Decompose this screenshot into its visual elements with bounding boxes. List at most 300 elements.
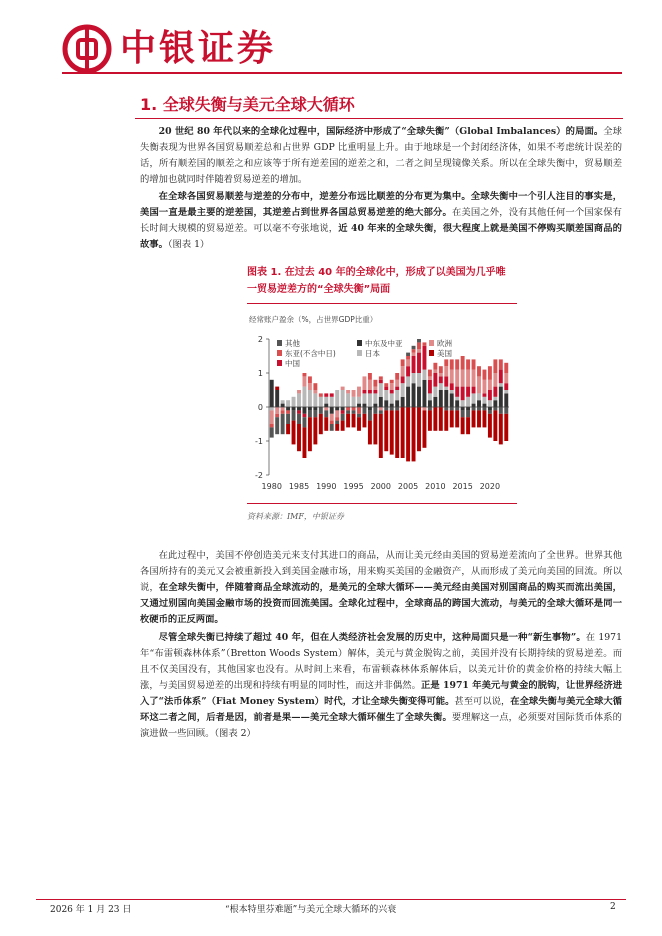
- bar-segment: [455, 359, 459, 369]
- bar-segment: [433, 407, 437, 431]
- bar-segment: [390, 383, 394, 390]
- bar-segment: [308, 376, 312, 383]
- bar-segment: [319, 393, 323, 396]
- x-tick-label: 1990: [316, 482, 337, 491]
- bar-segment: [428, 376, 432, 379]
- bar-segment: [286, 424, 290, 434]
- bar-segment: [433, 370, 437, 373]
- bar-segment: [406, 366, 410, 376]
- bar-segment: [324, 404, 328, 407]
- bar-segment: [493, 397, 497, 400]
- bar-segment: [412, 407, 416, 461]
- bar-segment: [477, 410, 481, 427]
- bar-segment: [455, 370, 459, 387]
- y-axis: [255, 335, 269, 480]
- bar-segment: [368, 390, 372, 393]
- bar-segment: [319, 414, 323, 434]
- bar-segment: [493, 387, 497, 397]
- bar-segment: [499, 387, 503, 407]
- bar-segment: [433, 387, 437, 397]
- bar-segment: [368, 407, 372, 410]
- bar-segment: [466, 417, 470, 434]
- bar-segment: [352, 407, 356, 410]
- bar-segment: [455, 410, 459, 427]
- bar-segment: [379, 376, 383, 379]
- bar-segment: [472, 410, 476, 427]
- bar-segment: [357, 387, 361, 397]
- bar-segment: [428, 393, 432, 400]
- bar-segment: [488, 366, 492, 380]
- bar-segment: [335, 407, 339, 410]
- bar-segment: [482, 397, 486, 404]
- y-tick-label: 2: [257, 335, 263, 344]
- y-axis-label: 经常账户盈余（%，占世界GDP比重）: [249, 315, 378, 324]
- bar-segment: [373, 407, 377, 414]
- bar-segment: [422, 370, 426, 380]
- bar-segment: [455, 397, 459, 400]
- bar-segment: [455, 387, 459, 397]
- bar-segment: [406, 353, 410, 356]
- bar-segment: [504, 373, 508, 383]
- bar-segment: [275, 417, 279, 434]
- bar-segment: [493, 359, 497, 373]
- bar-segment: [466, 387, 470, 397]
- bar-segment: [466, 410, 470, 417]
- bar-segment: [450, 393, 454, 407]
- legend-swatch: [277, 340, 282, 346]
- bar-segment: [477, 393, 481, 400]
- bar-segment: [422, 410, 426, 447]
- bar-segment: [297, 393, 301, 407]
- bar-segment: [439, 366, 443, 373]
- brand-name: 中银证券: [120, 28, 277, 69]
- bar-segment: [368, 410, 372, 420]
- bar-segment: [281, 407, 285, 410]
- bar-segment: [362, 404, 366, 407]
- bar-segment: [417, 339, 421, 342]
- x-tick-label: 2020: [479, 482, 501, 491]
- bar-segment: [444, 359, 448, 366]
- legend-label: 中国: [285, 359, 300, 368]
- bar-segment: [433, 373, 437, 387]
- bar-segment: [444, 410, 448, 430]
- bar-segment: [439, 407, 443, 431]
- paragraph-2-bold-1: 在全球各国贸易顺差与逆差的分布中，逆差分布远比顺差的分布更为集中。全球失衡中一个引人注目的事实是，美国一直是最主要的逆差国，其逆差占到世界各国总贸易逆差的绝大部分。: [140, 191, 622, 218]
- bar-segment: [308, 417, 312, 451]
- figure-top-rule: [247, 303, 517, 304]
- bar-segment: [373, 393, 377, 403]
- bar-segment: [472, 407, 476, 410]
- bar-segment: [352, 390, 356, 397]
- paragraph-2-text-1: 在美国之外，没有其他任何一个国家保有长时间大规模的贸易逆差。可以毫不夸张地说，: [140, 207, 622, 234]
- bar-segment: [482, 410, 486, 427]
- figure-source: 资料来源：IMF，中银证券: [247, 512, 344, 521]
- bar-segment: [412, 373, 416, 383]
- paragraph-3-text: 在此过程中，美国不停创造美元来支付其进口的商品，从而让美元经由美国的贸易逆差流向了全世界。世界其他各国所持有的美元又会被重新投入到美国金融市场，用来购买美国的金融资产，从而形成了美元向美国的回流。所以说，: [140, 550, 622, 593]
- paragraph-4-bold-3: 在全球失衡与美元全球大循环这二者之间，后者是因，前者是果——美元全球大循环催生了全球失衡。: [140, 696, 622, 723]
- bar-segment: [373, 404, 377, 407]
- bar-segment: [422, 407, 426, 410]
- bar-segment: [504, 393, 508, 407]
- paragraph-4-bold-2: 正是 1971 年美元与黄金的脱钩，让世界经济进入了“法币体系”（Fiat Money System）时代，才让全球失衡变得可能。: [140, 680, 622, 707]
- bar-segment: [319, 407, 323, 414]
- bar-segment: [352, 410, 356, 413]
- bar-segment: [428, 407, 432, 410]
- bar-segment: [368, 380, 372, 390]
- paragraph-1: [140, 124, 622, 188]
- bar-segment: [482, 393, 486, 396]
- bar-segment: [302, 427, 306, 458]
- bar-segment: [308, 407, 312, 410]
- bar-segment: [297, 407, 301, 410]
- bar-segment: [422, 342, 426, 345]
- bar-segment: [461, 417, 465, 434]
- bar-segment: [324, 397, 328, 404]
- bar-segment: [335, 421, 339, 424]
- bar-segment: [379, 380, 383, 383]
- bar-segment: [302, 414, 306, 417]
- legend-swatch: [429, 340, 434, 346]
- bar-segment: [275, 390, 279, 407]
- bar-segment: [499, 407, 503, 414]
- bar-segment: [499, 414, 503, 445]
- bar-segment: [406, 407, 410, 461]
- page-number: 2: [610, 902, 616, 912]
- bar-segment: [335, 424, 339, 431]
- bar-segment: [297, 410, 301, 413]
- bar-segment: [341, 390, 345, 407]
- bar-segment: [395, 390, 399, 400]
- legend-swatch: [429, 350, 434, 356]
- paragraph-4-text-1: 在 1971 年“布雷顿森林体系”（Bretton Woods System）解体，美元与黄金脱钩之前，美国并没有长期持续的贸易逆差。而且不仅美国没有，其他国家也没有。从时间上来看，布雷顿森林体系解体后，以美元计价的黄金价格的持续大幅上涨，与美国贸易逆差的出现和持续有明显的同时性，而这并非偶然。: [140, 632, 622, 691]
- bar-segment: [313, 383, 317, 390]
- bar-segment: [341, 410, 345, 413]
- legend-label: 其他: [285, 339, 300, 348]
- bar-segment: [488, 414, 492, 438]
- bar-segment: [281, 410, 285, 413]
- bar-segment: [417, 407, 421, 451]
- bar-segment: [395, 407, 399, 410]
- bar-segment: [275, 407, 279, 414]
- bar-segment: [499, 370, 503, 384]
- bar-segment: [341, 421, 345, 431]
- bar-segment: [302, 407, 306, 414]
- bar-segment: [330, 424, 334, 431]
- bar-segment: [330, 414, 334, 421]
- bar-segment: [461, 387, 465, 401]
- bar-segment: [270, 410, 274, 424]
- bar-segment: [395, 387, 399, 390]
- bar-segment: [368, 393, 372, 407]
- bar-segment: [292, 397, 296, 407]
- bar-segment: [450, 359, 454, 369]
- bar-segment: [357, 407, 361, 414]
- bar-segment: [373, 414, 377, 445]
- bar-segment: [406, 356, 410, 359]
- bar-segment: [373, 390, 377, 393]
- bar-segment: [504, 407, 508, 414]
- y-tick-label: -1: [255, 437, 263, 446]
- bar-segment: [477, 407, 481, 410]
- bar-segment: [270, 424, 274, 427]
- paragraph-4: [140, 630, 622, 742]
- bar-segment: [390, 407, 394, 410]
- bar-segment: [482, 407, 486, 410]
- bar-segment: [488, 380, 492, 390]
- bar-segment: [466, 407, 470, 410]
- bar-segment: [444, 376, 448, 386]
- bar-segment: [401, 359, 405, 366]
- bar-segment: [406, 359, 410, 366]
- footer-date: 2026 年 1 月 23 日: [50, 905, 132, 915]
- bar-segment: [439, 376, 443, 383]
- bar-segment: [373, 387, 377, 390]
- bar-segment: [461, 400, 465, 407]
- bar-segment: [422, 346, 426, 370]
- bar-segment: [428, 380, 432, 394]
- paragraph-3-bold: 在全球失衡中，伴随着商品全球流动的，是美元的全球大循环——美元经由美国对别国商品的购买而流出美国，又通过别国向美国金融市场的投资而回流美国。全球化过程中，全球商品的跨国大流动，与美元的全球大循环是同一枚硬币的正反两面。: [140, 582, 622, 625]
- bar-segment: [313, 407, 317, 410]
- paragraph-2: [140, 189, 622, 253]
- bar-segment: [395, 400, 399, 407]
- paragraph-1-text: 全球失衡表现为世界各国贸易顺差总和占世界 GDP 比重明显上升。由于地球是一个封闭经济体，如果不考虑统计误差的话，所有顺差国的顺差之和应该等于所有逆差国的逆差之和，二者之间呈现镜像关系。所以在全球失衡中，贸易顺差的增加也就同时伴随着贸易逆差的增加。: [140, 126, 622, 185]
- bar-segment: [488, 410, 492, 413]
- bar-segment: [390, 390, 394, 393]
- bar-segment: [461, 407, 465, 410]
- bar-segment: [472, 404, 476, 407]
- bar-segment: [379, 407, 383, 410]
- bar-segment: [472, 393, 476, 403]
- section-title: 1. 全球失衡与美元全球大循环: [140, 95, 355, 114]
- bar-segment: [373, 380, 377, 387]
- bar-segment: [302, 376, 306, 386]
- bar-segment: [302, 387, 306, 407]
- bar-segment: [477, 376, 481, 393]
- x-tick-label: 1995: [343, 482, 364, 491]
- footer-rule: [36, 899, 626, 900]
- bar-segment: [488, 400, 492, 407]
- bar-segment: [488, 390, 492, 400]
- bar-segment: [286, 400, 290, 407]
- bar-segment: [417, 342, 421, 349]
- bar-segment: [352, 414, 356, 428]
- bar-segment: [428, 400, 432, 407]
- bar-segment: [297, 424, 301, 451]
- x-tick-label: 2005: [397, 482, 419, 491]
- bar-segment: [341, 414, 345, 421]
- bar-segment: [346, 393, 350, 407]
- bar-segment: [286, 414, 290, 424]
- bar-segment: [357, 417, 361, 431]
- bar-segment: [292, 407, 296, 410]
- bar-segment: [352, 397, 356, 407]
- x-tick-label: 2015: [452, 482, 473, 491]
- x-tick-label: 1980: [261, 482, 282, 491]
- bar-segment: [417, 387, 421, 407]
- bar-segment: [368, 373, 372, 380]
- bar-segment: [422, 380, 426, 407]
- bar-segment: [362, 414, 366, 428]
- bar-segment: [461, 410, 465, 417]
- bar-segment: [433, 397, 437, 407]
- bar-segment: [270, 427, 274, 437]
- bar-segment: [417, 353, 421, 373]
- bar-segment: [335, 410, 339, 417]
- paragraph-4-text-2: 甚至可以说，: [454, 696, 511, 707]
- bar-segment: [417, 373, 421, 387]
- bar-segment: [412, 349, 416, 352]
- bar-segment: [493, 407, 497, 410]
- bar-segment: [275, 387, 279, 390]
- bar-segment: [324, 410, 328, 417]
- bar-segment: [504, 414, 508, 441]
- bar-segment: [412, 383, 416, 407]
- bar-segment: [324, 417, 328, 431]
- bar-segment: [406, 376, 410, 386]
- bar-segment: [461, 356, 465, 370]
- legend-swatch: [357, 340, 362, 346]
- bar-segment: [390, 410, 394, 454]
- x-tick-label: 2000: [370, 482, 391, 491]
- bar-segment: [362, 390, 366, 393]
- bar-segment: [286, 410, 290, 413]
- bar-segment: [401, 383, 405, 397]
- legend-swatch: [277, 350, 282, 356]
- bar-segment: [362, 376, 366, 390]
- bar-segment: [444, 387, 448, 390]
- paragraph-4-text-3: 要理解这一点，必须要对国际货币体系的演进做一些回顾。（图表 2）: [140, 712, 622, 739]
- bar-segment: [390, 380, 394, 383]
- bar-segment: [281, 404, 285, 407]
- legend-label: 美国: [437, 349, 452, 358]
- bar-segment: [286, 407, 290, 410]
- bar-segment: [335, 417, 339, 420]
- bar-segment: [313, 393, 317, 407]
- bar-segment: [302, 373, 306, 376]
- bar-segment: [302, 417, 306, 427]
- bar-segment: [275, 414, 279, 417]
- bar-segment: [477, 366, 481, 376]
- bar-segment: [384, 407, 388, 410]
- bar-segment: [357, 404, 361, 407]
- bar-segment: [313, 417, 317, 444]
- bar-segment: [482, 380, 486, 394]
- bar-segment: [395, 373, 399, 380]
- bar-segment: [455, 400, 459, 407]
- bar-segment: [379, 397, 383, 407]
- y-tick-label: 0: [257, 403, 263, 412]
- legend-swatch: [277, 360, 282, 366]
- bar-segment: [499, 359, 503, 369]
- bar-segment: [313, 410, 317, 417]
- bar-segment: [308, 383, 312, 390]
- bar-segment: [472, 359, 476, 369]
- bar-segment: [493, 410, 497, 441]
- header-rule: [62, 72, 622, 74]
- bar-segment: [412, 353, 416, 356]
- bar-segment: [390, 393, 394, 403]
- current-account-chart: [247, 309, 519, 499]
- bar-segment: [412, 356, 416, 373]
- figure-bottom-rule: [247, 503, 517, 504]
- page-header: [0, 0, 662, 80]
- bar-segment: [504, 363, 508, 373]
- bar-segment: [362, 393, 366, 403]
- bar-segment: [346, 410, 350, 413]
- bar-segment: [444, 390, 448, 407]
- bar-segment: [482, 370, 486, 380]
- bar-segment: [395, 410, 399, 458]
- bar-segment: [384, 383, 388, 386]
- bar-segment: [461, 370, 465, 387]
- paragraph-2-bold-2: 近 40 年来的全球失衡，很大程度上就是美国不停购买顺差国商品的故事。: [140, 223, 622, 250]
- bar-segment: [428, 370, 432, 377]
- bar-segment: [330, 393, 334, 396]
- bar-segment: [324, 393, 328, 396]
- bar-segment: [313, 390, 317, 393]
- bar-segment: [455, 407, 459, 410]
- x-tick-label: 2010: [425, 482, 446, 491]
- bar-segment: [488, 407, 492, 410]
- x-tick-label: 1985: [288, 482, 310, 491]
- bar-segment: [281, 400, 285, 403]
- bar-segment: [477, 400, 481, 407]
- bar-segment: [450, 410, 454, 427]
- bar-segment: [401, 366, 405, 376]
- bar-segment: [428, 410, 432, 430]
- bar-segment: [270, 380, 274, 407]
- bar-segment: [330, 397, 334, 407]
- bar-segment: [466, 359, 470, 369]
- legend-label: 中东及中亚: [365, 339, 403, 348]
- bar-segment: [346, 407, 350, 410]
- bar-segment: [450, 407, 454, 410]
- paragraph-3: [140, 548, 622, 628]
- bar-segment: [433, 363, 437, 370]
- section-title-rule: [135, 118, 623, 119]
- bar-segment: [412, 346, 416, 349]
- bar-segment: [439, 383, 443, 390]
- legend-label: 日本: [365, 349, 380, 358]
- bar-segment: [362, 407, 366, 414]
- bar-segment: [384, 387, 388, 390]
- bar-segment: [297, 414, 301, 424]
- bar-segment: [384, 400, 388, 407]
- bar-segment: [368, 421, 372, 445]
- bar-segment: [482, 404, 486, 407]
- bar-segment: [308, 390, 312, 407]
- bar-segment: [379, 414, 383, 458]
- bar-segment: [401, 397, 405, 407]
- bar-segment: [444, 407, 448, 410]
- bar-segment: [401, 407, 405, 458]
- bar-segment: [401, 376, 405, 383]
- bar-segment: [346, 390, 350, 393]
- bar-segment: [450, 383, 454, 390]
- legend-label: 欧洲: [437, 339, 452, 348]
- bar-segment: [390, 404, 394, 407]
- bar-segment: [270, 407, 274, 410]
- bar-segment: [308, 410, 312, 417]
- y-tick-label: -2: [255, 471, 263, 480]
- bar-segment: [379, 410, 383, 413]
- paragraph-1-bold: 20 世纪 80 年代以来的全球化过程中，国际经济中形成了“全球失衡”（Global Imbalances）的局面。: [158, 126, 604, 137]
- bar-segment: [406, 387, 410, 407]
- paragraph-4-bold-1: 尽管全球失衡已持续了超过 40 年，但在人类经济社会发展的历史中，这种局面只是一种“新生事物”。: [158, 632, 586, 643]
- bar-segment: [384, 410, 388, 451]
- bar-segment: [357, 414, 361, 417]
- bar-segment: [472, 387, 476, 394]
